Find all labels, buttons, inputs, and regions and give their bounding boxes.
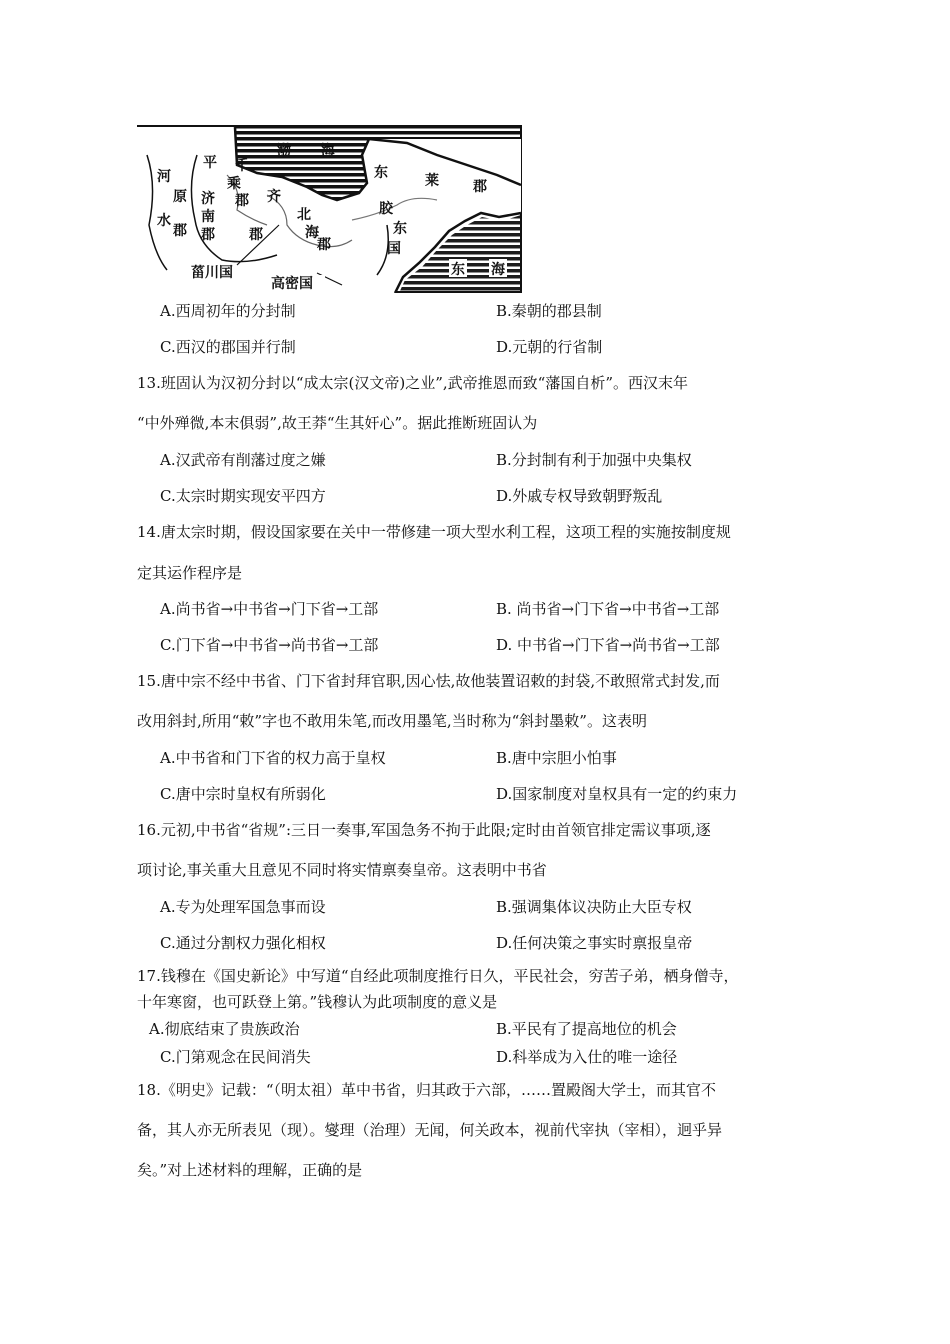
- q17-option-c: C.门第观念在民间消失: [160, 1048, 311, 1066]
- q14-option-c: C.门下省→中书省→尚书省→工部: [160, 636, 379, 654]
- q15-stem-line1: 15.唐中宗不经中书省、门下省封拜官职,因心怯,故他装置诏敕的封袋,不敢照常式封发,而: [137, 672, 720, 690]
- q15-option-b: B.唐中宗胆小怕事: [496, 749, 617, 767]
- map-label-nan: 南: [201, 209, 215, 225]
- map-label-hai-sea: 海: [491, 262, 505, 278]
- q16-option-c: C.通过分割权力强化相权: [160, 934, 326, 952]
- q14-option-d: D. 中书省→门下省→尚书省→工部: [496, 636, 720, 654]
- q17-stem-line2: 十年寒窗，也可跃登上第。”钱穆认为此项制度的意义是: [137, 993, 498, 1011]
- q13-option-c: C.太宗时期实现安平四方: [160, 487, 326, 505]
- q13-option-d: D.外戚专权导致朝野叛乱: [496, 487, 663, 505]
- map-label-hai-top: 海: [321, 143, 335, 159]
- q17-stem-line1: 17.钱穆在《国史新论》中写道“自经此项制度推行日久，平民社会，穷苦子弟，栖身僧寺，: [137, 967, 739, 985]
- q13-option-b: B.分封制有利于加强中央集权: [496, 451, 692, 469]
- map-label-jun-dl: 郡: [473, 179, 487, 195]
- q14-option-a: A.尚书省→中书省→门下省→工部: [160, 600, 379, 618]
- map-label-guo-jd: 国: [387, 241, 401, 257]
- map-label-bo: 渤: [277, 143, 291, 159]
- q17-option-a: A.彻底结束了贵族政治: [149, 1020, 300, 1038]
- q17-option-b: B.平民有了提高地位的机会: [496, 1020, 677, 1038]
- q16-option-b: B.强调集体议决防止大臣专权: [496, 898, 692, 916]
- q13-stem-line2: “中外殚微,本末俱弱”,故王莽“生其奸心”。据此推断班固认为: [137, 414, 538, 432]
- q12-option-a: A.西周初年的分封制: [160, 302, 296, 320]
- map-label-jiao: 胶: [379, 201, 393, 217]
- map-label-ping: 平: [203, 155, 217, 171]
- map-label-hai-bh: 海: [305, 225, 319, 241]
- map-label-cheng: 乘: [227, 176, 241, 192]
- q13-option-a: A.汉武帝有削藩过度之嫌: [160, 451, 326, 469]
- map-label-he: 河: [157, 169, 171, 185]
- map-label-dong-top: 东: [374, 165, 388, 181]
- q18-stem-line2: 备，其人亦无所表见（现）。燮理（治理）无闻，何关政本，视前代宰执（宰相），迥乎异: [137, 1121, 723, 1139]
- map-label-jun-left: 郡: [173, 223, 187, 239]
- map-label-qi: 齐: [267, 189, 281, 205]
- q18-stem-line1: 18.《明史》记载：“（明太祖）革中书省，归其政于六部，……置殿阁大学士，而其官不: [137, 1081, 717, 1099]
- q14-stem-line2: 定其运作程序是: [137, 564, 243, 582]
- q13-stem-line1: 13.班固认为汉初分封以“成太宗(汉文帝)之业”,武帝推恩而致“藩国自析”。西汉末年: [137, 374, 689, 392]
- map-label-jun-qc: 郡: [235, 193, 249, 209]
- map-label-shui: 水: [157, 213, 171, 229]
- map-label-dong-sea: 东: [451, 262, 465, 278]
- map-label-lai: 莱: [425, 173, 439, 189]
- q17-option-d: D.科举成为入仕的唯一途径: [496, 1048, 678, 1066]
- q15-option-d: D.国家制度对皇权具有一定的约束力: [496, 785, 738, 803]
- map-label-ji: 济: [201, 191, 215, 207]
- map-label-qian: 千: [235, 158, 249, 174]
- q16-option-d: D.任何决策之事实时禀报皇帝: [496, 934, 693, 952]
- q12-option-c: C.西汉的郡国并行制: [160, 338, 296, 356]
- q16-stem-line1: 16.元初,中书省“省规”:三日一奏事,军国急务不拘于此限;定时由首领官排定需议事项,逐: [137, 821, 711, 839]
- map-label-bei: 北: [297, 207, 311, 223]
- map-label-gaomi: 高密国: [271, 276, 313, 292]
- map-label-jun-bh: 郡: [317, 237, 331, 253]
- map-label-jun-jn: 郡: [201, 227, 215, 243]
- q15-option-c: C.唐中宗时皇权有所弱化: [160, 785, 326, 803]
- map-label-jun-qi: 郡: [249, 227, 263, 243]
- q14-option-b: B. 尚书省→门下省→中书省→工部: [496, 600, 720, 618]
- q12-option-d: D.元朝的行省制: [496, 338, 603, 356]
- q15-stem-line2: 改用斜封,所用“敕”字也不敢用朱笔,而改用墨笔,当时称为“斜封墨敕”。这表明: [137, 712, 647, 730]
- q12-option-b: B.秦朝的郡县制: [496, 302, 602, 320]
- q18-stem-line3: 矣。”对上述材料的理解，正确的是: [137, 1161, 363, 1179]
- map-label-zichuan: 菑川国: [191, 265, 233, 281]
- q15-option-a: A.中书省和门下省的权力高于皇权: [160, 749, 386, 767]
- q16-stem-line2: 项讨论,事关重大且意见不同时将实情禀奏皇帝。这表明中书省: [137, 861, 547, 879]
- q16-option-a: A.专为处理军国急事而设: [160, 898, 326, 916]
- map-label-dong-jd: 东: [393, 221, 407, 237]
- map-label-yuan: 原: [173, 189, 187, 205]
- map-figure: [137, 125, 522, 293]
- q14-stem-line1: 14.唐太宗时期，假设国家要在关中一带修建一项大型水利工程，这项工程的实施按制度规: [137, 523, 731, 541]
